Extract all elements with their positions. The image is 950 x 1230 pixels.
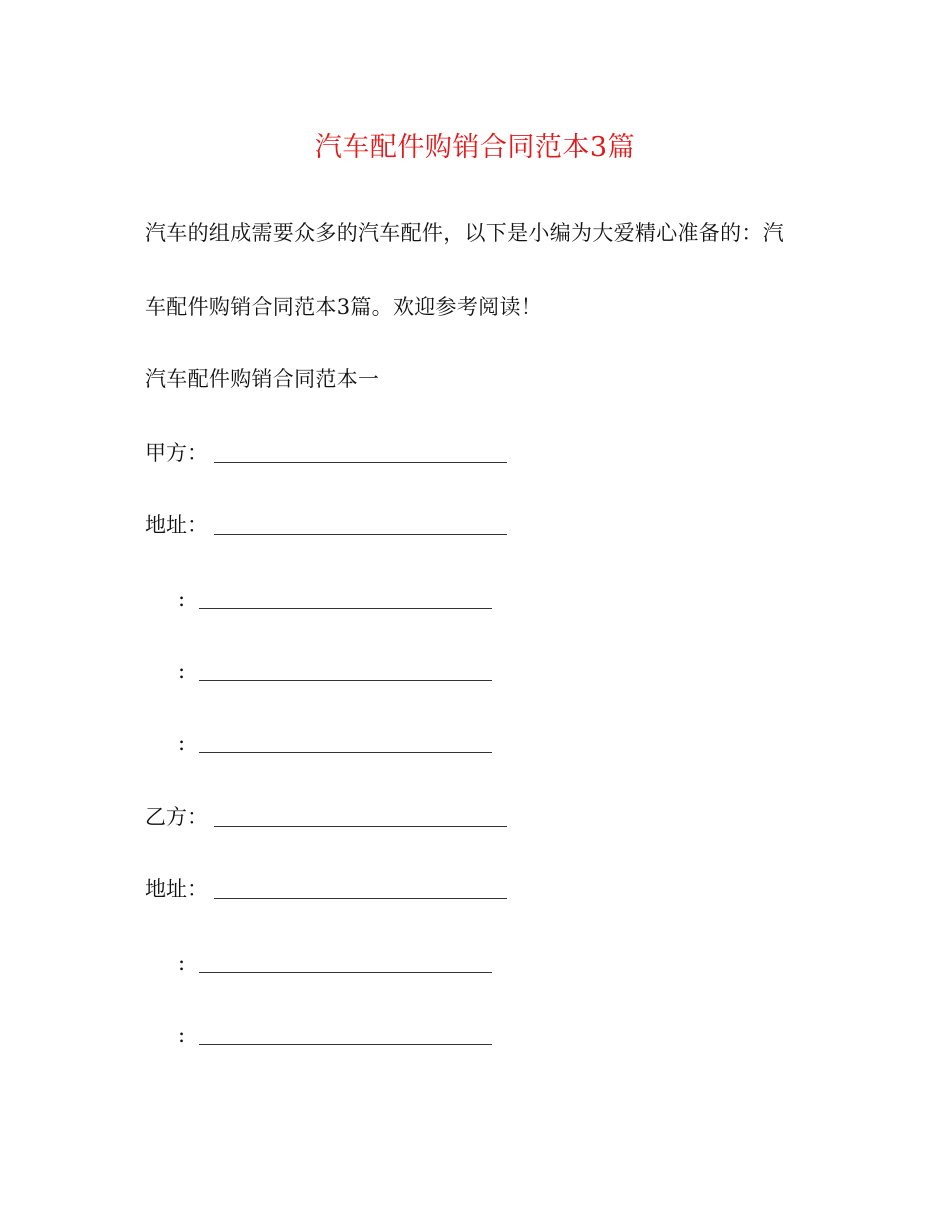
field-colon: : <box>178 587 186 611</box>
intro-line-1: 汽车的组成需要众多的汽车配件，以下是小编为大爱精心准备的：汽 <box>145 221 784 245</box>
party-b-address-field <box>145 874 507 904</box>
party-b-blank-line[interactable] <box>214 826 507 827</box>
party-b-extra-blank-line-1[interactable] <box>199 972 492 973</box>
party-b-extra-field-2 <box>178 1020 492 1050</box>
field-colon: : <box>178 951 186 975</box>
party-b-extra-field-1 <box>178 948 492 978</box>
party-a-field <box>145 438 507 468</box>
party-a-blank-line[interactable] <box>214 462 507 463</box>
party-a-extra-field-2 <box>178 656 492 686</box>
party-a-extra-field-3 <box>178 728 492 758</box>
party-b-label: 乙方： <box>145 805 208 829</box>
party-b-extra-blank-line-2[interactable] <box>199 1044 492 1045</box>
party-a-label: 甲方： <box>145 441 208 465</box>
field-colon: : <box>178 1023 186 1047</box>
party-b-field <box>145 802 507 832</box>
intro-line-2: 车配件购销合同范本3篇。欢迎参考阅读！ <box>145 295 543 319</box>
party-a-extra-blank-line-2[interactable] <box>199 680 492 681</box>
section-heading: 汽车配件购销合同范本一 <box>145 367 380 391</box>
party-a-extra-blank-line-3[interactable] <box>199 752 492 753</box>
party-a-extra-blank-line-1[interactable] <box>199 608 492 609</box>
field-colon: : <box>178 731 186 755</box>
party-a-address-label: 地址： <box>145 513 208 537</box>
party-a-extra-field-1 <box>178 584 492 614</box>
field-colon: : <box>178 659 186 683</box>
party-a-address-field <box>145 510 507 540</box>
party-b-address-label: 地址： <box>145 877 208 901</box>
party-a-address-blank-line[interactable] <box>214 534 507 535</box>
party-b-address-blank-line[interactable] <box>214 898 507 899</box>
document-title: 汽车配件购销合同范本3篇 <box>314 132 636 163</box>
